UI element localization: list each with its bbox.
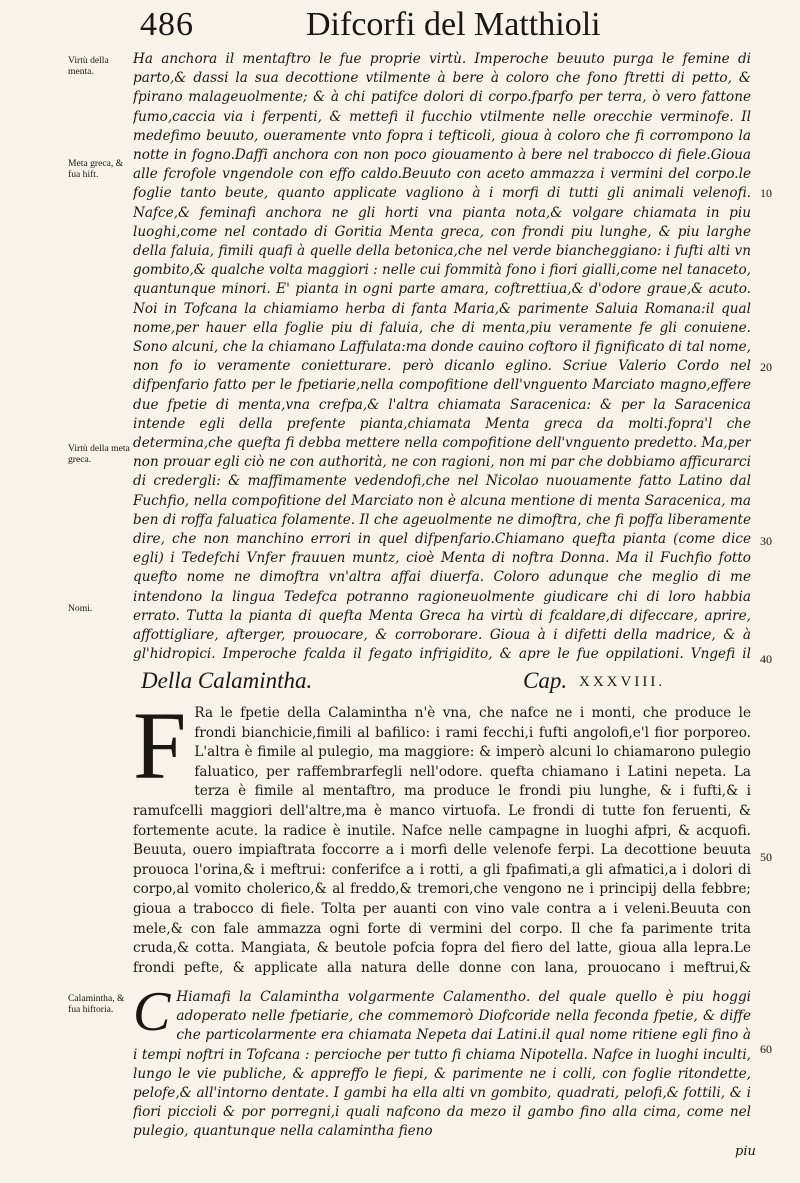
side-note-nomi: Nomi. [68,603,93,614]
page-number: 486 [140,6,194,43]
chapter-heading [133,668,773,700]
calamintha-history [133,988,751,1142]
chapter-cap: Cap. [523,668,568,693]
calamintha-text [133,704,751,980]
drop-cap-f: F [133,704,187,799]
drop-cap-c: C [133,988,171,1043]
side-note-virtu-greca: Virtù della meta greca. [68,443,130,465]
line-number-40: 40 [760,652,772,666]
menta-paragraph: Ha anchora il mentaftro le fue proprie virtù. Imperoche beuuto purga le femine di parto,& dassi la sua decottione vtilmente à bere à coloro che fono ftretti di petto, & fpirano malageuolmente; & à chi patifce dolori di corpo.fparfo per terra, ò vero fattone fumo,caccia via i ferpenti, & mettefi il fucchio vtilmente nelle orecchie verminofe. Il medefimo beuuto, oueramente vnto fopra i tefticoli, gioua à coloro che fi corrompono la notte in fogno.Daffi anchora con non poco giouamento à bere nel trabocco di fiele.Gioua alle fcrofole vngendole con effo caldo.Beuuto con aceto ammazza i vermini del corpo.le foglie tanto beute, quanto applicate vagliono à i morfi di tutti gli animali velenofi. Nafce,& feminafi anchora ne gli horti vna pianta nota,& volgare chiamata in piu luoghi,come nel contado di Goritia Menta greca, con frondi piu lunghe, & piu larghe della faluia, fimili quafi à quelle della betonica,che nel verde biancheggiano: i fufti alti vn gombito,& qualche volta maggiori : nelle cui fommità fono i fiori gialli,come nel tanaceto, quantunque minori. E' pianta in ogni parte amara, coftrettiua,& d'odore graue,& acuto. Noi in Tofcana la chiamiamo herba di fanta Maria,& parimente Saluia Romana:il qual nome,per hauer ella foglie piu di faluia, che di menta,piu veramente fe gli conuiene. Sono alcuni, che la chiamano Laffulata:ma donde cauino coftoro il fignificato di tal nome, non fo io veramente conietturare. però dicanlo eglino. Scriue Valerio Cordo nel difpenfario fatto per le fpetiarie,nella compofitione dell'vnguento Marciato magno,effere due fpetie di menta,vna crefpa,& l'altra chiamata Saracenica: & per la Saracenica intende egli della prefente pianta,chiamata Menta greca da molti.fopra'l che determina,che quefta fi debba mettere nella compofitione dell'vnguento predetto. Ma,per non prouar egli ciò ne con authorità, ne con ragioni, non mi par che dobbiamo afficurarci di credergli: & maffimamente vedendofi,che nel Nicolao nuouamente fatto Latino dal Fuchfio, nella compofitione del Marciato non è alcuna mentione di menta Saracenica, ma ben di roffa faluatica folamente. Il che ageuolmente ne dimoftra, che fi poffa liberamente dire, che non manchino errori in quel difpenfario.Chiamano quefta pianta (come dice egli) i Tedefchi Vnfer frauuen muntz, cioè Menta di noftra Donna. Ma il Fuchfio fotto quefto nome ne dimoftra vn'altra affai diuerfa. Coloro adunque che meglio di me intendono la lingua Tedefca potranno ragioneuolmente giudicare chi di loro habbia errato. Tutta la pianta di quefta Menta Greca ha virtù di fcaldare,di difeccare, aprire, affottigliare, afterger, prouocare, & corroborare. Gioua à i difetti della madrice, & à gl'hidropici. Imperoche fcalda il fegato infrigidito, & apre le fue oppilationi. Vngefi il [133,51,751,662]
line-number-30: 30 [760,534,772,548]
line-number-60: 60 [760,1042,772,1056]
calamintha-paragraph: Ra le fpetie della Calamintha n'è vna, che nafce ne i monti, che produce le frondi bianchicie,fimili al bafilico: i rami fecchi,i fufti angolofi,e'l fior porporeo. L'altra è fimile al pulegio, ma maggiore: & imperò alcuni lo chiamarono pulegio faluatico, per raffembrarfegli nell'odore. quefta chiamano i Latini nepeta. La terza è fimile al mentaftro, ma produce le frondi piu lunghe, & i fufti,& i ramufcelli maggiori dell'altre,ma è manco virtuofa. Le frondi di tutte fon feruenti, & fortemente acute. la radice è inutile. Nafce nelle campagne in luoghi afpri, & acquofi. Beuuta, ouero impiaftrata foccorre a i morfi delle velenofe ferpi. La decottione beuuta prouoca l'orina,& i meftrui: conferifce a i rotti, a gli fpafimati,a gli afmatici,a i dolori di corpo,al vomito cholerico,& al freddo,& tremori,che vengono ne i principij della febbre; gioua a trabocco di fiele. Tolta per auanti con vino vale contra a i veleni.Beuuta con mele,& con fale ammazza ogni forte di vermini del corpo. Il che fa parimente trita cruda,& cotta. Mangiata, & beutole pofcia fopra del fiero del latte, gioua alla lepra.Le frondi pefte, & applicate alla natura delle donne con lana, prouocano i meftrui,& [133,705,751,976]
history-paragraph: Hiamafi la Calamintha volgarmente Calamenthо. del quale quello è piu hoggi adoperato nelle fpetiarie, che commemorò Diofcoride nella feconda fpetie, & diffe che particolarmente era chiamata Nepeta dai Latini.il qual nome ritiene egli fino à i tempi noftri in Tofcana : percioche per tutto fi chiama Nipotella. Nafce in luoghi inculti, lungo le vie publiche, & appreffo le fiepi, & parimente ne i colli, con foglie ritondette, pelofe,& all'intorno dentate. I gambi ha ella alti vn gombito, quadrati, pelofi,& fottili, & i fiori piccioli & por porregni,i quali nafcono da mezo il gambo fino alla cima, come nel pulegio, quantunque nella calamintha fieno [133,989,751,1140]
side-note-menta: Virtù della menta. [68,55,109,77]
side-note-calamintha: Calamintha, & fua hiftoria. [68,993,125,1015]
chapter-title: Della Calamintha. [141,668,313,693]
catchword: piu [735,1144,756,1159]
side-note-menta-greca: Meta greca, & fua hift. [68,158,124,180]
page-header [140,6,660,46]
line-number-10: 10 [760,186,772,200]
running-title: Difcorfi del Matthioli [306,6,601,43]
line-number-20: 20 [760,360,772,374]
chapter-number: XXXVIII. [579,674,666,690]
line-number-50: 50 [760,850,772,864]
